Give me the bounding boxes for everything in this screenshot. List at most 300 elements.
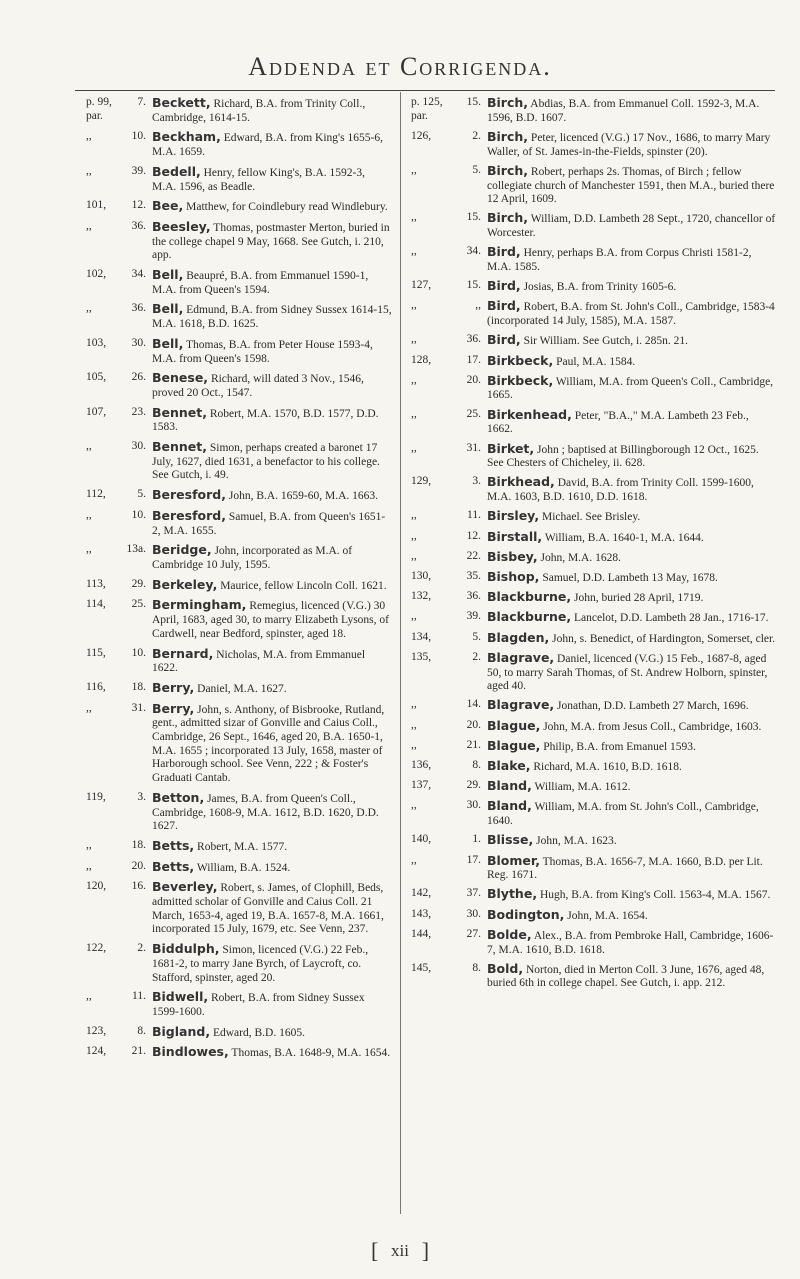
entry-body	[152, 371, 392, 400]
entry-row	[411, 962, 776, 991]
entry-reference	[411, 530, 487, 546]
entry-reference	[411, 908, 487, 924]
entry-row	[411, 475, 776, 504]
entry-text: Robert, M.A. 1570, B.D. 1577, D.D. 1583.	[152, 407, 379, 434]
entry-page: 127,	[411, 279, 432, 292]
entry-reference	[411, 833, 487, 849]
entry-body	[487, 442, 776, 471]
entry-text: Simon, licenced (V.G.) 22 Feb., 1681-2, to marry Jane Byrch, of Laycroft, co. Stafford, spinster, aged 20.	[152, 944, 369, 984]
entry-paragraph: 31.	[131, 701, 146, 714]
entry-row	[411, 779, 776, 795]
page-title: Addenda et Corrigenda.	[248, 52, 552, 81]
entry-surname: Bennet,	[152, 439, 208, 455]
entry-reference	[411, 333, 487, 349]
entry-row	[86, 839, 392, 855]
entry-row	[411, 799, 776, 828]
footer-page-number: xii	[391, 1241, 409, 1260]
entry-reference	[411, 374, 487, 403]
entry-paragraph: 36.	[131, 302, 146, 315]
entry-body	[487, 908, 776, 924]
entry-row	[411, 164, 776, 207]
entry-paragraph: 30.	[466, 799, 481, 812]
entry-body	[152, 130, 392, 159]
entry-page: p. 125, par.	[411, 96, 443, 122]
entry-page: 129,	[411, 475, 432, 488]
entry-page: 105,	[86, 371, 107, 384]
entry-reference	[86, 702, 152, 786]
entry-surname: Beverley,	[152, 879, 218, 895]
entry-paragraph: 15.	[466, 211, 481, 224]
entry-text: Jonathan, D.D. Lambeth 27 March, 1696.	[557, 700, 749, 713]
entry-paragraph: 13a.	[126, 543, 146, 556]
entry-text: Remegius, licenced (V.G.) 30 April, 1683, aged 30, to marry Elizabeth Lysons, of Cardwell, near Bedford, spinster, aged 18.	[152, 600, 389, 640]
entry-body	[487, 550, 776, 566]
entry-surname: Birch,	[487, 95, 529, 110]
entry-body	[152, 839, 392, 855]
entry-reference	[411, 475, 487, 504]
entry-surname: Berry,	[152, 700, 195, 716]
entry-reference	[86, 268, 152, 297]
entry-reference	[86, 220, 152, 263]
entry-page: ,,	[411, 738, 417, 751]
entry-row	[411, 887, 776, 903]
entry-text: John, M.A. 1654.	[567, 909, 648, 922]
entry-text: Henry, fellow King's, B.A. 1592-3, M.A. 1596, as Beadle.	[152, 166, 365, 193]
entry-surname: Blague,	[487, 717, 541, 733]
entry-surname: Betts,	[152, 858, 195, 874]
entry-surname: Betton,	[152, 789, 205, 805]
entry-body	[487, 408, 776, 437]
entry-row	[86, 1025, 392, 1041]
entry-text: John, incorporated as M.A. of Cambridge 10 July, 1595.	[152, 545, 353, 571]
entry-paragraph: 20.	[466, 718, 481, 731]
entry-text: Thomas, postmaster Merton, buried in the college chapel 9 May, 1668. See Gutch, i. 210, app.	[152, 221, 390, 262]
entry-paragraph: 15.	[466, 279, 481, 292]
entry-surname: Bennet,	[152, 404, 208, 420]
entry-body	[487, 164, 776, 207]
entry-reference	[86, 199, 152, 215]
entry-paragraph: 26.	[131, 371, 146, 384]
entry-text: Lancelot, D.D. Lambeth 28 Jan., 1716-17.	[573, 612, 769, 625]
entry-paragraph: 36.	[466, 333, 481, 346]
entry-body	[152, 488, 392, 504]
entry-row	[86, 860, 392, 876]
entry-reference	[411, 719, 487, 735]
entry-row	[411, 833, 776, 849]
entry-text: Peter, licenced (V.G.) 17 Nov., 1686, to marry Mary Waller, of St. James-in-the-Fields, spinster (20).	[487, 131, 771, 158]
entry-reference	[411, 245, 487, 274]
entry-surname: Beridge,	[152, 542, 212, 558]
entry-surname: Bodington,	[487, 906, 565, 922]
entry-page: 135,	[411, 650, 432, 663]
entry-paragraph: 39.	[131, 164, 146, 177]
entry-paragraph: 10.	[131, 508, 146, 521]
entry-body	[487, 928, 776, 957]
entry-reference	[411, 887, 487, 903]
entry-row	[411, 698, 776, 714]
entry-text: Samuel, B.A. from Queen's 1651-2, M.A. 1655.	[152, 510, 386, 537]
entry-reference	[86, 1025, 152, 1041]
entry-surname: Bird,	[487, 244, 521, 260]
entry-paragraph: 10.	[131, 646, 146, 659]
entry-row	[411, 928, 776, 957]
entry-paragraph: 36.	[131, 219, 146, 232]
entry-body	[487, 333, 776, 349]
entry-body	[152, 702, 392, 786]
entry-page: ,,	[86, 302, 92, 315]
entry-surname: Bell,	[152, 335, 184, 351]
entry-surname: Blagrave,	[487, 697, 555, 713]
entry-row	[86, 371, 392, 400]
entry-text: Robert, s. James, of Clophill, Beds, admitted scholar of Gonville and Caius Coll. 21 March, 1653-4, aged 19, B.A. 1657-8, M.A. 1661, incorporated 15 July, 1679, etc. See Venn, 237.	[152, 882, 384, 936]
entry-row	[411, 590, 776, 606]
entry-surname: Birch,	[487, 162, 529, 178]
entry-row	[86, 337, 392, 366]
entry-text: Nicholas, M.A. from Emmanuel 1622.	[152, 648, 366, 675]
entry-text: Thomas, B.A. 1656-7, M.A. 1660, B.D. per Lit. Reg. 1671.	[487, 855, 763, 882]
entry-text: Peter, "B.A.," M.A. Lambeth 23 Feb., 1662.	[487, 409, 749, 436]
entry-text: John, M.A. 1628.	[540, 551, 621, 564]
entry-body	[152, 990, 392, 1019]
entry-surname: Benese,	[152, 370, 209, 386]
entry-page: ,,	[86, 990, 92, 1003]
entry-reference	[411, 550, 487, 566]
entry-paragraph: 12.	[131, 199, 146, 212]
entry-paragraph: 11.	[132, 990, 146, 1003]
entry-body	[487, 509, 776, 525]
entry-body	[487, 610, 776, 626]
entry-page: ,,	[411, 529, 417, 542]
entry-paragraph: 21.	[466, 738, 481, 751]
entry-body	[487, 739, 776, 755]
entry-paragraph: 31.	[466, 441, 481, 454]
entry-body	[487, 96, 776, 125]
entry-row	[411, 631, 776, 647]
right-column	[411, 96, 776, 996]
entry-paragraph: 25.	[131, 598, 146, 611]
entry-row	[86, 130, 392, 159]
entry-text: Simon, perhaps created a baronet 17 July, 1627, died 1631, a benefactor to his college. See Gutch, i. 49.	[152, 442, 380, 482]
entry-reference	[411, 279, 487, 295]
entry-page: 142,	[411, 887, 432, 900]
entry-text: Thomas, B.A. from Peter House 1593-4, M.A. from Queen's 1598.	[152, 338, 373, 365]
entry-reference	[411, 408, 487, 437]
entry-surname: Bell,	[152, 301, 184, 317]
entry-row	[86, 440, 392, 483]
entry-reference	[411, 354, 487, 370]
entry-page: 137,	[411, 779, 432, 792]
entry-row	[86, 488, 392, 504]
entry-surname: Birch,	[487, 210, 529, 226]
entry-page: 122,	[86, 942, 107, 955]
entry-text: Edward, B.D. 1605.	[212, 1026, 305, 1039]
entry-body	[152, 509, 392, 538]
entry-page: 119,	[86, 790, 106, 803]
entry-surname: Bedell,	[152, 163, 201, 179]
header-rule	[75, 90, 775, 91]
entry-paragraph: 2.	[472, 650, 481, 663]
entry-body	[487, 374, 776, 403]
entry-reference	[411, 299, 487, 328]
entry-row	[411, 374, 776, 403]
entry-text: William, M.A. from Queen's Coll., Cambridge, 1665.	[487, 375, 774, 402]
entry-body	[487, 833, 776, 849]
entry-body	[152, 337, 392, 366]
entry-row	[411, 442, 776, 471]
entry-surname: Bird,	[487, 332, 521, 348]
entry-paragraph: 1.	[472, 833, 481, 846]
entry-reference	[86, 543, 152, 572]
entry-row	[411, 550, 776, 566]
entry-paragraph: 11.	[467, 509, 481, 522]
entry-row	[86, 791, 392, 834]
entry-reference	[411, 928, 487, 957]
entry-body	[487, 651, 776, 694]
entry-paragraph: 7.	[137, 96, 146, 108]
entry-row	[86, 302, 392, 331]
entry-page: 120,	[86, 880, 107, 893]
entry-surname: Bidwell,	[152, 989, 209, 1005]
entry-row	[411, 908, 776, 924]
entry-reference	[86, 488, 152, 504]
entry-text: Robert, B.A. from St. John's Coll., Cambridge, 1583-4 (incorporated 14 July, 1585), M.A. 1587.	[487, 301, 775, 328]
entry-text: Michael. See Brisley.	[541, 511, 641, 524]
entry-body	[487, 962, 776, 991]
entry-surname: Bird,	[487, 298, 521, 314]
entry-surname: Beresford,	[152, 507, 226, 523]
entry-body	[152, 302, 392, 331]
entry-paragraph: 20.	[466, 373, 481, 386]
entry-paragraph: 2.	[472, 129, 481, 142]
entry-reference	[86, 598, 152, 641]
entry-text: Thomas, B.A. 1648-9, M.A. 1654.	[231, 1047, 391, 1060]
entry-text: Daniel, licenced (V.G.) 15 Feb., 1687-8, aged 50, to marry Sarah Thomas, of St. Andrew Holborn, spinster, aged 40.	[487, 652, 768, 693]
entry-reference	[86, 647, 152, 676]
entry-row	[86, 990, 392, 1019]
entry-paragraph: 29.	[131, 577, 146, 590]
entry-page: 101,	[86, 199, 107, 212]
entry-surname: Beesley,	[152, 218, 211, 234]
entry-row	[86, 199, 392, 215]
entry-paragraph: 25.	[466, 407, 481, 420]
entry-paragraph: 34.	[131, 268, 146, 281]
entry-text: Robert, perhaps 2s. Thomas, of Birch ; fellow collegiate church of Manchester 1591, then M.A., buried there 12 April, 1609.	[487, 165, 775, 206]
entry-page: ,,	[411, 698, 417, 711]
entry-row	[86, 96, 392, 125]
entry-body	[487, 590, 776, 606]
entry-surname: Bolde,	[487, 926, 532, 942]
entry-reference	[411, 799, 487, 828]
entry-row	[86, 165, 392, 194]
entry-surname: Birstall,	[487, 528, 543, 544]
entry-body	[487, 299, 776, 328]
entry-page: ,,	[86, 508, 92, 521]
entry-text: Norton, died in Merton Coll. 3 June, 1676, aged 48, buried 6th in college chapel. See Gutch, i. app. 212.	[487, 963, 765, 990]
entry-row	[411, 130, 776, 159]
entry-page: ,,	[86, 219, 92, 232]
entry-body	[152, 598, 392, 641]
entry-paragraph: 30.	[131, 440, 146, 453]
entry-paragraph: 8.	[137, 1024, 146, 1037]
entry-row	[411, 354, 776, 370]
entry-paragraph: 8.	[472, 961, 481, 974]
entry-text: David, B.A. from Trinity Coll. 1599-1600, M.A. 1603, B.D. 1610, D.D. 1618.	[487, 477, 754, 504]
entry-paragraph: 17.	[466, 353, 481, 366]
entry-surname: Bernard,	[152, 645, 214, 661]
entry-text: John, B.A. 1659-60, M.A. 1663.	[228, 490, 379, 503]
entry-body	[487, 245, 776, 274]
entry-text: William, B.A. 1524.	[196, 861, 291, 874]
entry-body	[487, 698, 776, 714]
entry-row	[86, 598, 392, 641]
entry-text: Hugh, B.A. from King's Coll. 1563-4, M.A. 1567.	[539, 889, 771, 902]
entry-reference	[411, 779, 487, 795]
entry-body	[152, 1025, 392, 1041]
entry-page: ,,	[411, 407, 417, 420]
entry-row	[411, 530, 776, 546]
entry-row	[411, 854, 776, 883]
entry-reference	[411, 739, 487, 755]
entry-reference	[411, 610, 487, 626]
entry-surname: Blagrave,	[487, 649, 555, 665]
entry-paragraph: 37.	[466, 887, 481, 900]
entry-surname: Birsley,	[487, 508, 540, 524]
entry-page: 144,	[411, 927, 432, 940]
entry-reference	[86, 165, 152, 194]
entry-page: ,,	[86, 543, 92, 556]
entry-reference	[411, 442, 487, 471]
entry-body	[152, 791, 392, 834]
entry-page: ,,	[411, 163, 417, 176]
entry-surname: Berry,	[152, 679, 195, 695]
entry-text: John ; baptised at Billingborough 12 Oct., 1625. See Chesters of Chicheley, ii. 628.	[487, 443, 759, 470]
entry-page: p. 99, par.	[86, 96, 112, 122]
entry-body	[152, 406, 392, 435]
entry-row	[411, 739, 776, 755]
entry-page: 140,	[411, 833, 432, 846]
entry-surname: Blackburne,	[487, 589, 572, 605]
entry-body	[487, 887, 776, 903]
entry-paragraph: 27.	[466, 927, 481, 940]
entry-body	[487, 631, 776, 647]
entry-surname: Blomer,	[487, 852, 540, 868]
entry-page: 116,	[86, 680, 106, 693]
entry-page: 113,	[86, 577, 106, 590]
entry-reference	[411, 570, 487, 586]
entry-page: ,,	[411, 799, 417, 812]
entry-paragraph: 35.	[466, 569, 481, 582]
entry-reference	[86, 791, 152, 834]
entry-text: Edmund, B.A. from Sidney Sussex 1614-15, M.A. 1618, B.D. 1625.	[152, 304, 392, 331]
entry-text: Daniel, M.A. 1627.	[197, 682, 287, 695]
entry-body	[152, 880, 392, 937]
entry-text: William, M.A. 1612.	[534, 781, 631, 794]
entry-row	[86, 681, 392, 697]
entry-body	[152, 440, 392, 483]
entry-row	[86, 268, 392, 297]
entry-text: Richard, B.A. from Trinity Coll., Cambridge, 1614-15.	[152, 98, 366, 124]
entry-text: Josias, B.A. from Trinity 1605-6.	[523, 281, 677, 294]
entry-surname: Biddulph,	[152, 941, 220, 957]
entry-reference	[86, 440, 152, 483]
entry-body	[152, 578, 392, 594]
entry-page: 102,	[86, 268, 107, 281]
entry-paragraph: 5.	[137, 488, 146, 501]
entry-body	[487, 530, 776, 546]
entry-surname: Bird,	[487, 278, 521, 294]
entry-text: Richard, M.A. 1610, B.D. 1618.	[533, 761, 682, 774]
entry-text: Matthew, for Coindlebury read Windlebury.	[186, 201, 388, 214]
entry-surname: Blagden,	[487, 629, 550, 645]
entry-surname: Bigland,	[152, 1023, 211, 1039]
entry-page: ,,	[411, 299, 417, 312]
entry-page: ,,	[411, 211, 417, 224]
entry-surname: Beckett,	[152, 95, 211, 110]
entry-page: 115,	[86, 646, 106, 659]
entry-page: ,,	[411, 718, 417, 731]
entry-text: John, M.A. from Jesus Coll., Cambridge, 1603.	[543, 720, 762, 733]
entry-page: ,,	[86, 838, 92, 851]
entry-text: Sir William. See Gutch, i. 285n. 21.	[523, 335, 689, 348]
entry-body	[152, 1045, 392, 1061]
entry-row	[86, 543, 392, 572]
entry-page: ,,	[411, 853, 417, 866]
entry-row	[86, 880, 392, 937]
entry-reference	[86, 578, 152, 594]
entry-body	[152, 860, 392, 876]
entry-paragraph: 17.	[466, 853, 481, 866]
entry-page: ,,	[411, 610, 417, 623]
entry-reference	[411, 962, 487, 991]
entry-paragraph: 5.	[472, 163, 481, 176]
entry-row	[411, 651, 776, 694]
entry-surname: Beckham,	[152, 129, 221, 145]
entry-reference	[86, 96, 152, 125]
entry-reference	[86, 509, 152, 538]
entry-reference	[86, 302, 152, 331]
entry-reference	[411, 96, 487, 125]
entry-reference	[411, 759, 487, 775]
entry-reference	[411, 854, 487, 883]
entry-page: ,,	[86, 130, 92, 143]
entry-row	[86, 647, 392, 676]
entry-body	[487, 799, 776, 828]
entry-text: Robert, M.A. 1577.	[197, 840, 288, 853]
entry-text: Edward, B.A. from King's 1655-6, M.A. 1659.	[152, 132, 383, 159]
entry-row	[411, 333, 776, 349]
entry-row	[86, 406, 392, 435]
entry-reference	[86, 990, 152, 1019]
entry-paragraph: 20.	[131, 859, 146, 872]
entry-text: Paul, M.A. 1584.	[556, 355, 636, 368]
entry-surname: Blisse,	[487, 832, 534, 848]
entry-row	[86, 942, 392, 985]
entry-page: ,,	[411, 373, 417, 386]
entry-body	[487, 759, 776, 775]
entry-paragraph: 8.	[472, 759, 481, 772]
left-column	[86, 96, 392, 1066]
entry-text: John, buried 28 April, 1719.	[573, 592, 704, 605]
entry-page: ,,	[86, 859, 92, 872]
entry-reference	[411, 164, 487, 207]
entry-paragraph: 3.	[137, 790, 146, 803]
entry-reference	[86, 860, 152, 876]
entry-page: 126,	[411, 129, 432, 142]
footer-close-bracket: ]	[421, 1238, 430, 1263]
entry-reference	[411, 651, 487, 694]
entry-text: John, s. Anthony, of Bisbrooke, Rutland, gent., admitted sizar of Gonville and Caius Coll., Cambridge, 26 Sept., 1646, aged 20, B.A. 1650-1, M.A. 1655 ; incorporated 13 July, 1658, master of Harborough school. See Venn, 222 ; & Foster's Graduati Cantab.	[152, 703, 385, 785]
entry-row	[411, 408, 776, 437]
